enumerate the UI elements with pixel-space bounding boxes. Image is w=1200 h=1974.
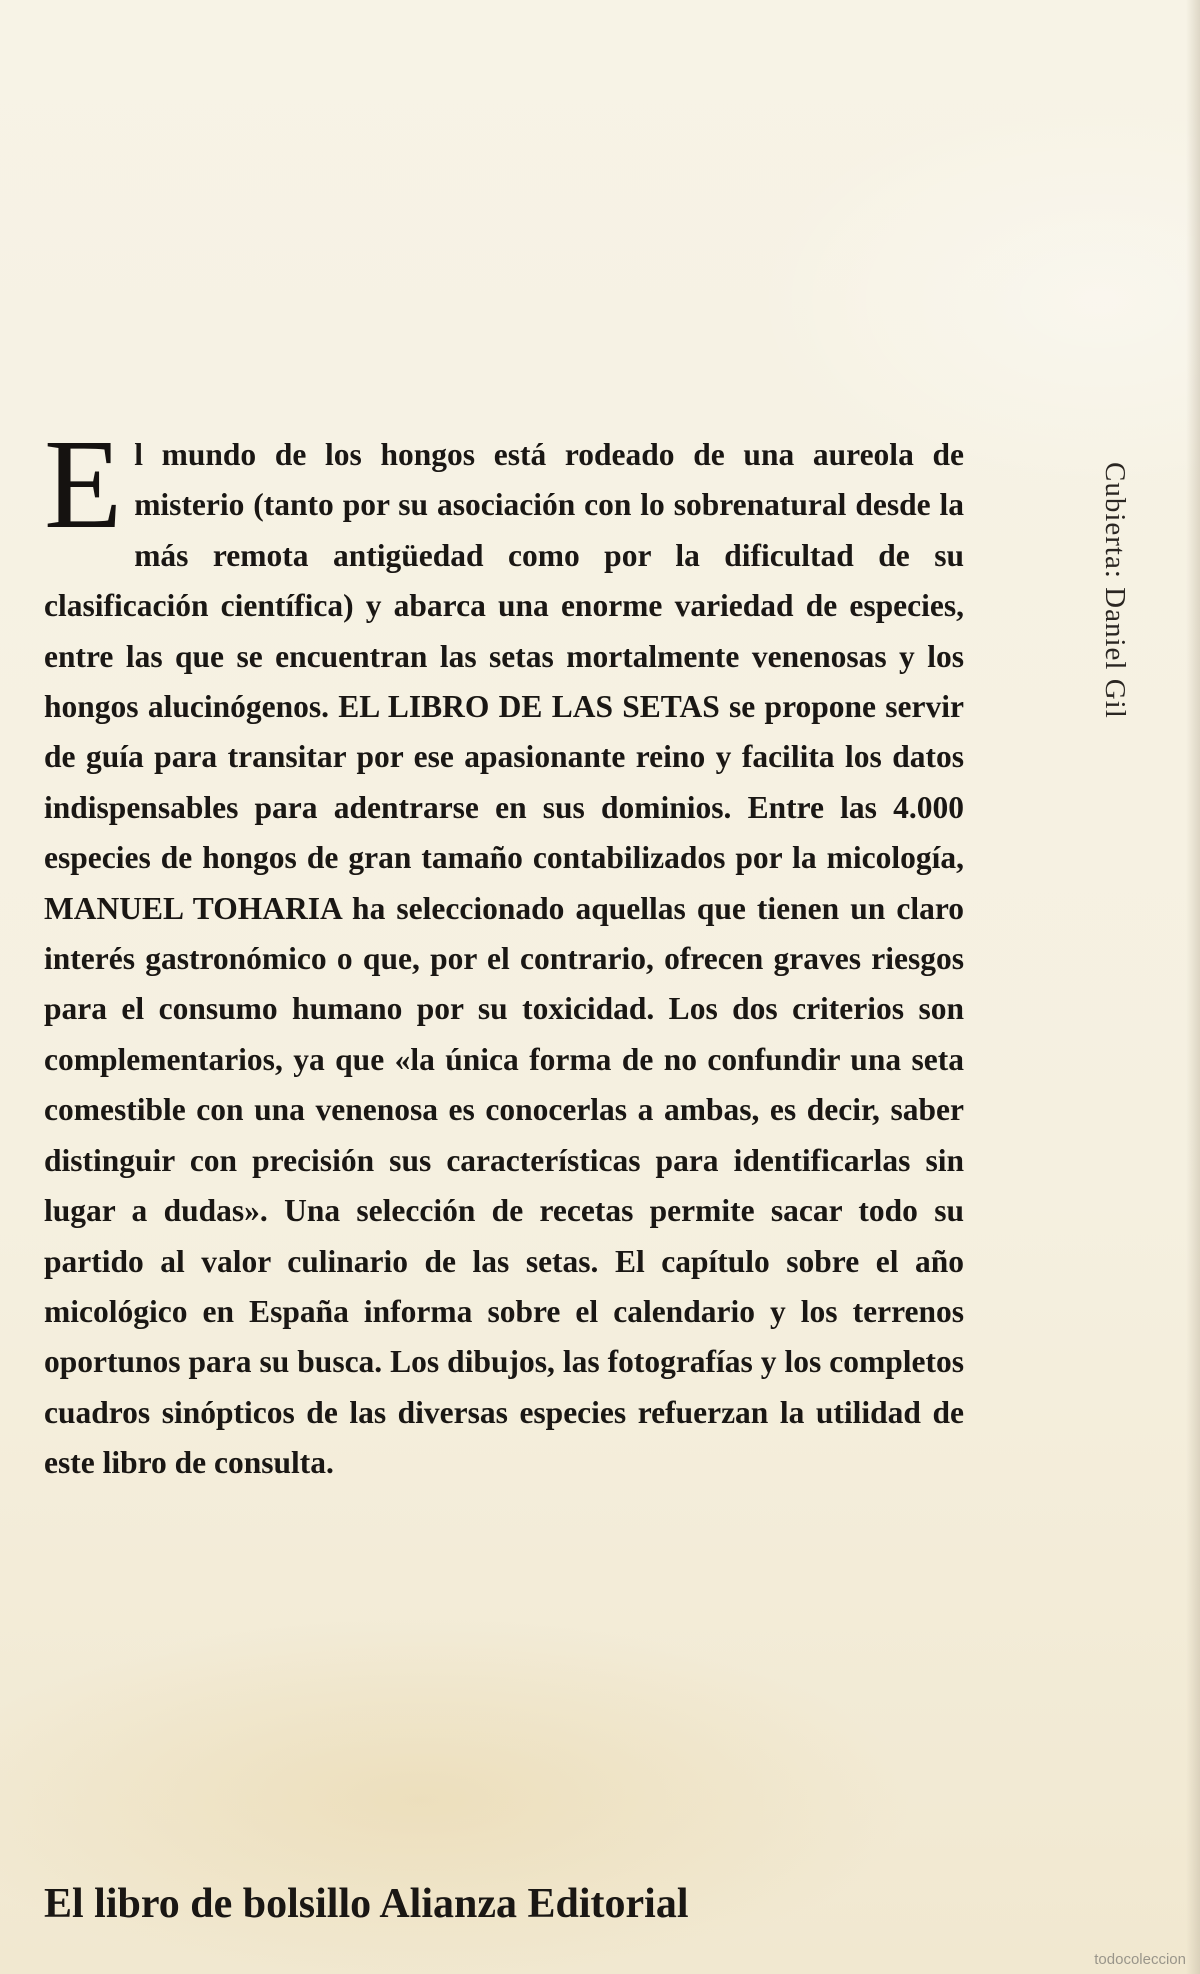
blurb-text: l mundo de los hongos está rodeado de una aureola de misterio (tanto por su asociación con lo sobrenatural desde la más remota antigüedad como por la dificultad de su clasificación científica) y abarca una enorme variedad de especies, entre las que se encuentran las setas mortalmente venenosas y los hongos alucinógenos. EL LIBRO DE LAS SETAS se propone servir de guía para transitar por ese apasionante reino y facilita los datos indispensables para adentrarse en sus dominios. Entre las 4.000 especies de hongos de gran tamaño contabilizados por la micología, MANUEL TOHARIA ha seleccionado aquellas que tienen un claro interés gastronómico o que, por el contrario, ofrecen graves riesgos para el consumo humano por su toxicidad. Los dos criterios son complementarios, ya que «la única forma de no confundir una seta comestible con una venenosa es conocerlas a ambas, es decir, saber distinguir con precisión sus características para identificarlas sin lugar a dudas». Una selección de recetas permite sacar todo su partido al valor culinario de las setas. El capítulo sobre el año micológico en España informa sobre el calendario y los terrenos oportunos para su busca. Los dibujos, las fotografías y los completos cuadros sinópticos de las diversas especies refuerzan la utilidad de este libro de consulta. <box>44 437 964 1481</box>
cover-blurb <box>44 413 964 1489</box>
cover-edge-shadow <box>1186 0 1200 1974</box>
blurb-dropcap: E <box>44 413 123 555</box>
publisher-imprint: El libro de bolsillo Alianza Editorial <box>44 1881 689 1927</box>
watermark: todocoleccion <box>1094 1951 1186 1968</box>
cover-design-credit: Cubierta: Daniel Gil <box>1099 462 1131 719</box>
